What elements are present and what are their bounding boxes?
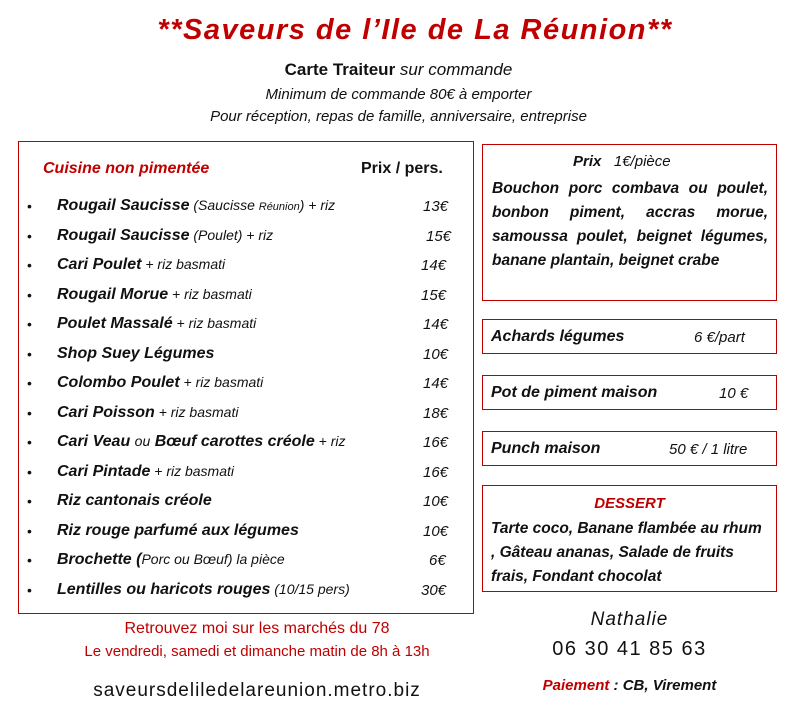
- dish-price: 15€: [426, 227, 452, 245]
- dish-name: Rougail Saucisse: [57, 197, 190, 214]
- menu-item: [19, 197, 473, 227]
- bullet-icon: •: [27, 198, 32, 214]
- bullet-icon: •: [27, 286, 32, 303]
- dish-description: Bœuf carottes créole: [150, 433, 315, 450]
- markets-text: Retrouvez moi sur les marchés du 78: [124, 620, 390, 637]
- dish-description: + riz: [314, 433, 346, 449]
- dish-price: 30€: [421, 581, 447, 599]
- appetizer-price-value: 1€/pièce: [613, 153, 671, 170]
- menu-item: [19, 492, 473, 522]
- achards-label: Achards légumes: [491, 328, 625, 345]
- bullet-icon: •: [27, 522, 32, 539]
- menu-item: [19, 551, 473, 581]
- menu-item: [19, 404, 473, 434]
- dish-name: Shop Suey Légumes: [57, 344, 215, 362]
- menu-item: [19, 345, 473, 375]
- dish-description: + riz basmati: [141, 256, 226, 272]
- dish-line: [57, 433, 345, 451]
- page-title: **Saveurs de l’Ile de La Réunion**: [157, 14, 673, 46]
- menu-item: [19, 227, 473, 257]
- dish-name: Poulet Massalé: [57, 315, 173, 332]
- achards-box: [482, 319, 777, 354]
- dish-line: [57, 551, 285, 569]
- dish-name: Riz cantonais créole: [57, 492, 212, 509]
- appetizer-box: [482, 144, 777, 301]
- dish-price: 14€: [423, 375, 449, 392]
- dish-price: 10€: [423, 345, 449, 363]
- dish-description: (Poulet) + riz: [189, 226, 274, 243]
- menu-item: [19, 286, 473, 316]
- dish-name: Riz rouge parfumé aux légumes: [57, 521, 299, 539]
- dish-name: Rougail Morue: [57, 285, 169, 303]
- menu-box: [18, 141, 474, 614]
- dish-description: + riz basmati: [172, 315, 257, 331]
- dish-name: Rougail Saucisse: [57, 226, 190, 244]
- bullet-icon: •: [27, 227, 32, 244]
- carte-suffix: sur commande: [395, 60, 513, 79]
- market-days-text: Le vendredi, samedi et dimanche matin de 8h à 13h: [84, 643, 430, 660]
- piment-price: 10 €: [719, 385, 749, 402]
- bullet-icon: •: [27, 404, 32, 421]
- bullet-icon: •: [27, 581, 32, 598]
- website-text: saveursdeliledelareunion.metro.biz: [93, 680, 421, 701]
- dish-price: 16€: [423, 463, 449, 481]
- menu-item: [19, 315, 473, 345]
- dish-description: (10/15 pers): [270, 580, 350, 597]
- dish-line: [57, 345, 214, 363]
- menu-item: [19, 256, 473, 286]
- menu-list: [19, 197, 473, 610]
- menu-heading: Cuisine non pimentée: [43, 160, 210, 177]
- punch-label: Punch maison: [491, 440, 601, 457]
- dessert-list: Tarte coco, Banane flambée au rhum , Gâteau ananas, Salade de fruits frais, Fondant chocolat: [491, 520, 762, 585]
- carte-subtitle: [0, 60, 797, 80]
- dish-price: 13€: [423, 198, 449, 215]
- dessert-heading: DESSERT: [594, 495, 665, 512]
- dish-description: + riz basmati: [154, 403, 239, 420]
- dish-name: Cari Veau: [57, 433, 135, 450]
- bullet-icon: •: [27, 257, 32, 273]
- bullet-icon: •: [27, 552, 32, 568]
- dish-line: [57, 404, 238, 422]
- dish-name: Cari Poisson: [57, 403, 155, 421]
- dish-line: [57, 522, 299, 540]
- dish-line: [57, 492, 212, 510]
- dish-description: ou: [134, 433, 151, 449]
- dish-description: + riz basmati: [179, 374, 264, 390]
- dish-line: [57, 581, 350, 599]
- payment-value: : CB, Virement: [609, 677, 717, 694]
- occasions-text: Pour réception, repas de famille, anniversaire, entreprise: [210, 108, 587, 125]
- dish-line: [57, 315, 256, 333]
- dessert-box: [482, 485, 777, 592]
- appetizer-price-label: Prix: [573, 153, 602, 170]
- dish-line: [57, 227, 273, 245]
- appetizer-list: Bouchon porc combava ou poulet, bonbon piment, accras morue, samoussa poulet, beignet légumes, banane plantain, beignet crabe: [492, 180, 768, 269]
- appetizer-price: [573, 153, 671, 170]
- dish-description: Porc ou Bœuf: [141, 551, 228, 567]
- dish-description: ) la pièce: [227, 551, 285, 567]
- menu-item: [19, 463, 473, 493]
- dish-price: 16€: [423, 434, 449, 451]
- carte-label: Carte Traiteur: [284, 60, 396, 79]
- menu-item: [19, 522, 473, 552]
- menu-item: [19, 581, 473, 611]
- dish-line: [57, 463, 234, 481]
- punch-box: [482, 431, 777, 466]
- punch-price: 50 € / 1 litre: [669, 441, 748, 458]
- dish-price: 6€: [429, 552, 446, 569]
- bullet-icon: •: [27, 316, 32, 332]
- dish-description: ) + riz: [299, 197, 336, 213]
- dish-line: [57, 286, 252, 304]
- bullet-icon: •: [27, 463, 32, 480]
- minimum-order-text: Minimum de commande 80€ à emporter: [265, 86, 532, 103]
- dish-price: 14€: [421, 257, 447, 274]
- dish-name: Lentilles ou haricots rouges: [57, 580, 271, 598]
- bullet-icon: •: [27, 493, 32, 509]
- menu-item: [19, 433, 473, 463]
- achards-price: 6 €/part: [694, 329, 745, 346]
- dish-line: [57, 256, 225, 274]
- piment-box: [482, 375, 777, 410]
- contact-phone: 06 30 41 85 63: [552, 638, 707, 660]
- dish-line: [57, 374, 263, 392]
- bullet-icon: •: [27, 345, 32, 362]
- contact-name: Nathalie: [590, 609, 669, 630]
- bullet-icon: •: [27, 434, 32, 450]
- dish-line: [57, 197, 335, 215]
- dish-price: 10€: [423, 522, 449, 540]
- payment-info: [482, 677, 777, 694]
- menu-item: [19, 374, 473, 404]
- dish-price: 14€: [423, 316, 449, 333]
- payment-label: Paiement: [542, 677, 610, 694]
- price-heading: Prix / pers.: [361, 160, 443, 177]
- dish-price: 15€: [421, 286, 447, 304]
- dish-name: Colombo Poulet: [57, 374, 180, 391]
- dish-description-small: Réunion: [258, 201, 300, 213]
- dish-name: Cari Pintade: [57, 462, 151, 480]
- dish-name: Brochette (: [57, 551, 142, 568]
- dish-price: 18€: [423, 404, 449, 422]
- dish-description: + riz basmati: [168, 285, 252, 302]
- dish-name: Cari Poulet: [57, 256, 142, 273]
- dish-price: 10€: [423, 493, 449, 510]
- dish-description: + riz basmati: [150, 462, 234, 479]
- dish-description: (Saucisse: [189, 197, 259, 213]
- piment-label: Pot de piment maison: [491, 384, 658, 401]
- bullet-icon: •: [27, 375, 32, 391]
